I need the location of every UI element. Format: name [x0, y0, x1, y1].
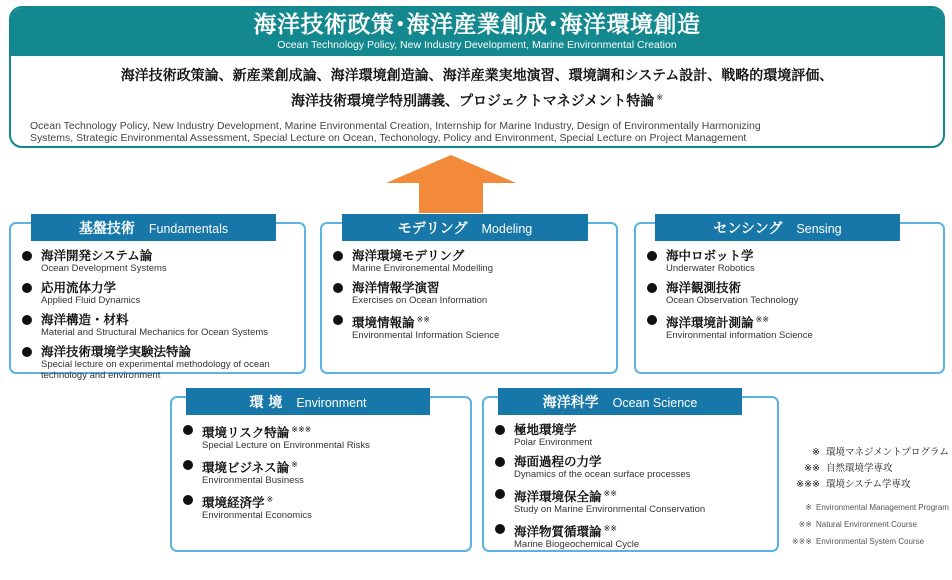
legend-text: 環境システム学専攻	[826, 479, 911, 490]
ocean-science-label	[498, 388, 742, 415]
environment-list	[182, 422, 464, 527]
course-name-ja: 海洋情報学演習	[352, 280, 440, 295]
course-mark: ※※	[603, 489, 617, 498]
course-name-ja-text: 海洋環境計測論	[666, 315, 754, 331]
list-item	[182, 422, 464, 451]
fundamentals-box	[9, 221, 306, 381]
course-name-en: Environmental information Science	[666, 330, 813, 342]
course-name-ja	[352, 312, 610, 330]
sensing-list	[646, 248, 937, 347]
course-name-ja-text: 環境リスク特論	[202, 425, 290, 441]
legend-mark: ※	[805, 503, 812, 512]
legend-row	[780, 445, 950, 461]
course-name-ja: 極地環境学	[514, 422, 577, 437]
course-name-ja: 海中ロボット学	[666, 248, 754, 263]
up-arrow-icon	[386, 155, 516, 213]
course-name-ja-text: 環境ビジネス論	[202, 460, 290, 476]
course-name-ja: 海洋観測技術	[666, 280, 742, 295]
modeling-label	[342, 214, 588, 241]
policy-header	[11, 8, 943, 56]
course-name-en: Dynamics of the ocean surface processes	[514, 469, 691, 480]
course-name-en: Environmental Economics	[202, 510, 312, 522]
list-item	[21, 248, 298, 274]
legend-row	[780, 461, 950, 477]
course-name-ja: 海面過程の力学	[514, 454, 602, 469]
course-mark: ※※	[416, 315, 430, 324]
course-name-en: Applied Fluid Dynamics	[41, 295, 141, 306]
bullet-icon	[495, 524, 505, 534]
modeling-box	[320, 222, 618, 374]
legend-en	[780, 499, 950, 550]
policy-courses-ja-line2-wrap	[11, 87, 943, 113]
course-name-ja: 応用流体力学	[41, 280, 117, 295]
course-name-ja: 海洋環境モデリング	[352, 248, 465, 263]
legend-mark: ※※※	[796, 479, 820, 490]
sensing-label-en: Sensing	[796, 222, 842, 236]
bullet-icon	[22, 283, 32, 293]
bullet-icon	[183, 495, 193, 505]
course-name-ja: 海洋技術環境学実験法特論	[41, 344, 192, 359]
list-item	[494, 486, 771, 515]
bullet-icon	[495, 489, 505, 499]
policy-courses-en-line2: Systems, Strategic Environmental Assessment, Special Lecture on Ocean, Techonology, Policy and Environment, Special Lecture on Project Management	[30, 131, 747, 144]
course-name-en: Ocean Development Systems	[41, 263, 167, 274]
legend-text: Environmental Management Program	[816, 503, 949, 512]
bullet-icon	[183, 425, 193, 435]
bullet-icon	[495, 425, 505, 435]
legend-row	[780, 533, 950, 550]
policy-courses-en-line1: Ocean Technology Policy, New Industry Development, Marine Environmental Creation, Internship for Marine Industry, Design of Environmentally Harmonizing	[30, 119, 761, 132]
fundamentals-label-ja: 基盤技術	[78, 221, 135, 237]
course-name-en: Material and Structural Mechanics for Ocean Systems	[41, 327, 269, 338]
course-name-ja-text: 海洋環境保全論	[514, 489, 602, 505]
list-item	[21, 312, 298, 338]
course-name-ja: 海洋構造・材料	[41, 312, 129, 327]
environment-label-en: Environment	[296, 396, 367, 410]
course-name-en: Environmental Business	[202, 475, 304, 487]
legend-mark: ※※※	[791, 537, 812, 546]
legend-mark: ※	[812, 447, 820, 458]
bullet-icon	[22, 251, 32, 261]
environment-box	[170, 396, 472, 552]
course-name-ja	[202, 492, 464, 510]
policy-courses-ja	[11, 66, 943, 113]
course-name-ja	[666, 312, 937, 330]
bullet-icon	[333, 251, 343, 261]
course-mark: ※※※	[291, 425, 312, 434]
course-name-en: Special Lecture on Environmental Risks	[202, 440, 370, 452]
policy-courses-en	[11, 120, 943, 144]
legend-row	[780, 477, 950, 493]
fundamentals-list	[21, 248, 298, 387]
course-name-en: Marine Biogeochemical Cycle	[514, 539, 640, 551]
course-name-en: Special lecture on experimental methodology of ocean technology and environment	[41, 359, 270, 381]
course-name-en: Marine Environemental Modelling	[352, 263, 493, 274]
legend-text: Environmental System Course	[816, 537, 925, 546]
legend-row	[780, 516, 950, 533]
up-arrow-shape	[386, 155, 516, 213]
course-name-en: Study on Marine Environmental Conservation	[514, 504, 706, 516]
legend	[780, 445, 950, 550]
course-mark: ※	[291, 460, 298, 470]
list-item	[21, 280, 298, 306]
policy-courses-ja-line1: 海洋技術政策論、新産業創成論、海洋環境創造論、海洋産業実地演習、環境調和システム設計、戦略的環境評価、	[120, 68, 834, 84]
ocean-science-label-ja: 海洋科学	[542, 395, 599, 411]
sensing-label-ja: センシング	[713, 221, 783, 237]
bullet-icon	[647, 283, 657, 293]
bullet-icon	[333, 315, 343, 325]
bullet-icon	[647, 251, 657, 261]
course-name-ja	[202, 457, 464, 475]
list-item	[332, 280, 610, 306]
list-item	[332, 312, 610, 341]
list-item	[332, 248, 610, 274]
bullet-icon	[22, 315, 32, 325]
modeling-label-en: Modeling	[481, 222, 533, 236]
course-name-en: Environmental Information Science	[352, 330, 500, 342]
sensing-label	[655, 214, 900, 241]
course-name-ja	[514, 486, 771, 504]
policy-courses-ja-mark: ※	[656, 93, 663, 102]
legend-mark: ※※	[804, 463, 820, 474]
policy-title: 海洋技術政策･海洋産業創成･海洋環境創造	[253, 12, 701, 38]
legend-mark: ※※	[798, 520, 812, 529]
bullet-icon	[333, 283, 343, 293]
course-mark: ※※	[603, 524, 617, 534]
course-mark: ※	[266, 495, 274, 505]
fundamentals-label-en: Fundamentals	[148, 222, 229, 236]
course-name-ja	[202, 422, 464, 440]
legend-text: Natural Environment Course	[816, 520, 917, 529]
list-item	[494, 521, 771, 550]
course-mark: ※※	[755, 315, 769, 324]
course-name-ja	[514, 521, 771, 539]
legend-ja	[780, 445, 950, 493]
course-name-ja: 海洋開発システム論	[41, 248, 153, 263]
bullet-icon	[647, 315, 657, 325]
list-item	[646, 280, 937, 306]
list-item	[182, 457, 464, 486]
legend-row	[780, 499, 950, 516]
modeling-list	[332, 248, 610, 347]
list-item	[646, 248, 937, 274]
fundamentals-label	[31, 214, 276, 241]
list-item	[182, 492, 464, 521]
course-name-en: Underwater Robotics	[666, 263, 755, 274]
course-name-en: Exercises on Ocean Information	[352, 295, 488, 306]
list-item	[494, 422, 771, 448]
list-item	[646, 312, 937, 341]
course-name-ja-text: 環境経済学	[202, 495, 265, 511]
ocean-science-list	[494, 422, 771, 556]
legend-text: 環境マネジメントプログラム	[826, 447, 949, 458]
course-name-en: Polar Environment	[514, 437, 593, 448]
ocean-science-box	[482, 396, 779, 552]
environment-label-ja: 環 境	[249, 395, 283, 411]
sensing-box	[634, 222, 945, 374]
bullet-icon	[183, 460, 193, 470]
policy-subtitle: Ocean Technology Policy, New Industry Development, Marine Environmental Creation	[277, 39, 677, 51]
environment-label	[186, 388, 430, 415]
course-name-ja-text: 環境情報論	[352, 315, 415, 331]
policy-box	[9, 6, 945, 148]
bullet-icon	[495, 457, 505, 467]
bullet-icon	[22, 347, 32, 357]
policy-courses-ja-line2: 海洋技術環境学特別講義、プロジェクトマネジメント特論	[290, 93, 655, 110]
legend-text: 自然環境学専攻	[826, 463, 893, 474]
ocean-science-label-en: Ocean Science	[612, 396, 698, 410]
course-name-ja-text: 海洋物質循環論	[514, 524, 602, 540]
list-item	[21, 344, 298, 381]
course-name-en: Ocean Observation Technology	[666, 295, 799, 306]
modeling-label-ja: モデリング	[397, 221, 468, 237]
list-item	[494, 454, 771, 480]
